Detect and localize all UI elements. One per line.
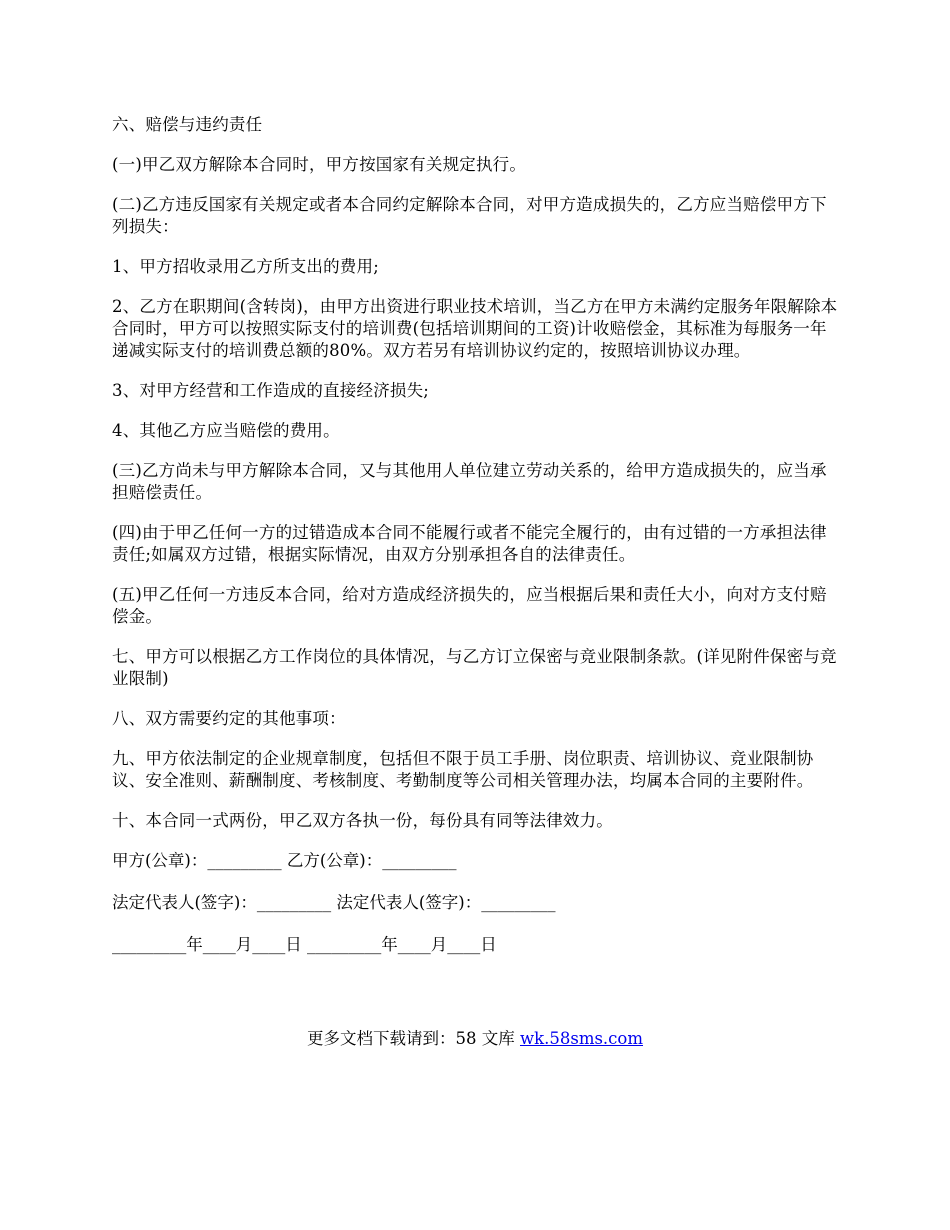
signature-party-seal: 甲方(公章)：_________ 乙方(公章)：_________	[112, 851, 457, 870]
clause-2-item-2: 2、乙方在职期间(含转岗)，由甲方出资进行职业技术培训，当乙方在甲方未满约定服务年限解除本合同时，甲方可以按照实际支付的培训费(包括培训期间的工资)计收赔偿金，其标准为每服务一年递减实际支付的培训费总额的80%。双方若另有培训协议约定的，按照培训协议办理。	[112, 297, 838, 360]
document-body	[112, 114, 842, 976]
clause-2-item-3: 3、对甲方经营和工作造成的直接经济损失;	[112, 381, 430, 400]
clause-2-item-1: 1、甲方招收录用乙方所支出的费用;	[112, 257, 379, 276]
clause-2-item-4: 4、其他乙方应当赔偿的费用。	[112, 421, 340, 440]
signature-legal-rep: 法定代表人(签字)：_________ 法定代表人(签字)：_________	[112, 893, 556, 912]
clause-2: (二)乙方违反国家有关规定或者本合同约定解除本合同，对甲方造成损失的，乙方应当赔偿甲方下列损失：	[112, 195, 827, 236]
clause-3: (三)乙方尚未与甲方解除本合同，又与其他用人单位建立劳动关系的，给甲方造成损失的，应当承担赔偿责任。	[112, 461, 827, 502]
footer-prefix: 更多文档下载请到：58 文库	[306, 1029, 520, 1048]
signature-date: _________年____月____日 _________年____月____日	[112, 935, 497, 954]
clause-5: (五)甲乙任何一方违反本合同，给对方造成经济损失的，应当根据后果和责任大小，向对方支付赔偿金。	[112, 585, 827, 626]
section-company-rules: 九、甲方依法制定的企业规章制度，包括但不限于员工手册、岗位职责、培训协议、竞业限制协议、安全准则、薪酬制度、考核制度、考勤制度等公司相关管理办法，均属本合同的主要附件。	[112, 749, 814, 790]
clause-4: (四)由于甲乙任何一方的过错造成本合同不能履行或者不能完全履行的，由有过错的一方承担法律责任;如属双方过错，根据实际情况，由双方分别承担各自的法律责任。	[112, 523, 827, 564]
download-footer	[0, 1028, 950, 1050]
clause-1: (一)甲乙双方解除本合同时，甲方按国家有关规定执行。	[112, 155, 527, 174]
section-other-matters: 八、双方需要约定的其他事项：	[112, 709, 346, 728]
footer-link[interactable]: wk.58sms.com	[519, 1029, 643, 1048]
section-copies: 十、本合同一式两份，甲乙双方各执一份，每份具有同等法律效力。	[112, 811, 613, 830]
section-heading-compensation: 六、赔偿与违约责任	[112, 115, 263, 134]
section-confidentiality: 七、甲方可以根据乙方工作岗位的具体情况，与乙方订立保密与竞业限制条款。(详见附件保密与竞业限制)	[112, 647, 837, 688]
